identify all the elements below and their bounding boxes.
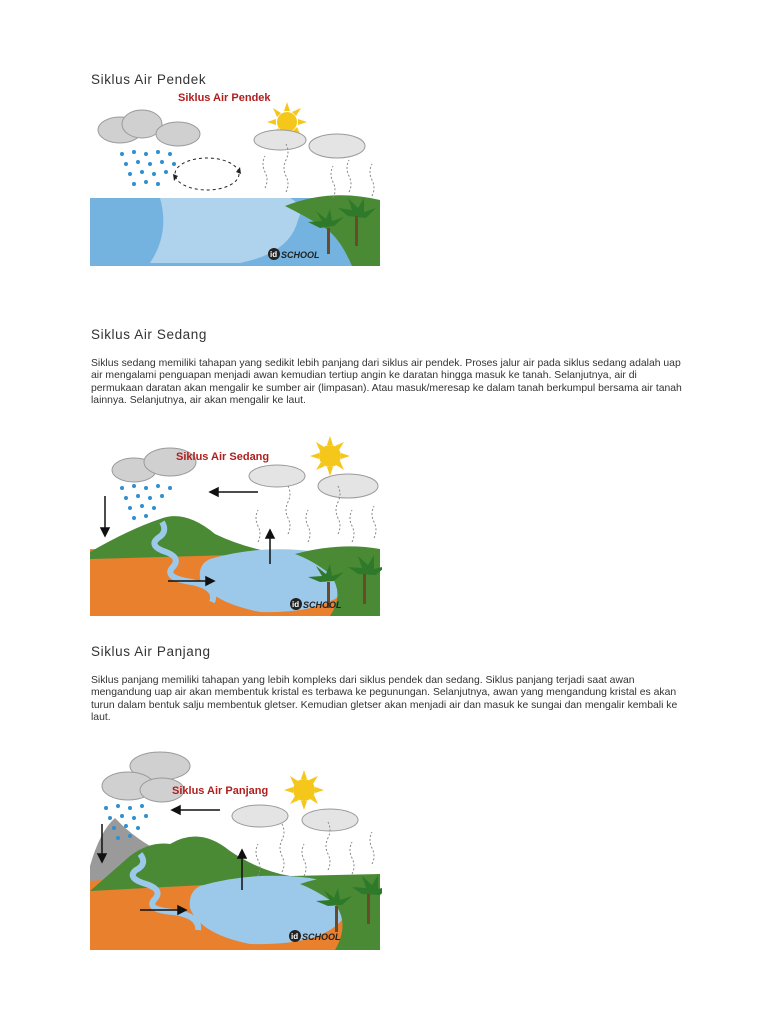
svg-text:SCHOOL: SCHOOL: [302, 932, 341, 942]
svg-text:id: id: [291, 932, 299, 941]
idschool-logo: [290, 598, 342, 610]
svg-text:SCHOOL: SCHOOL: [303, 600, 342, 610]
section-paragraph-sedang: Siklus sedang memiliki tahapan yang sedikit lebih panjang dari siklus air pendek. Proses jalur air pada siklus sedang adalah uap air mengalami penguapan menjadi awan kemudian tertiup angin ke daratan hingga masuk ke tanah. Selanjutnya, air di permukaan daratan akan mengalir ke sumber air (limpasan). Atau masuk/meresap ke dalam tanah berkumpul bersama air tanah lainnya. Selanjutnya, air akan mengalir ke laut.: [91, 358, 682, 406]
short-cycle-diagram: [90, 88, 382, 268]
section-heading-pendek: Siklus Air Pendek: [91, 72, 207, 87]
medium-cycle-diagram: [90, 434, 382, 616]
svg-text:SCHOOL: SCHOOL: [281, 250, 320, 260]
section-heading-panjang: Siklus Air Panjang: [91, 644, 211, 659]
svg-text:id: id: [292, 600, 300, 609]
idschool-logo: [289, 930, 341, 942]
svg-text:id: id: [270, 250, 278, 259]
section-paragraph-panjang: Siklus panjang memiliki tahapan yang lebih kompleks dari siklus pendek dan sedang. Siklus panjang terjadi saat awan mengandung uap air akan membentuk kristal es terbawa ke pegunungan. Selanjutnya, awan yang mengandung kristal es akan turun dalam bentuk salju membentuk gletser. Kemudian gletser akan menjadi air dan masuk ke sungai dan mengalir kembali ke laut.: [91, 675, 678, 723]
long-cycle-diagram: [90, 746, 382, 950]
diagram-title: Siklus Air Pendek: [178, 92, 271, 104]
diagram-title: Siklus Air Sedang: [176, 451, 270, 463]
section-heading-sedang: Siklus Air Sedang: [91, 327, 208, 342]
diagram-title: Siklus Air Panjang: [172, 785, 269, 797]
idschool-logo: [268, 248, 320, 260]
